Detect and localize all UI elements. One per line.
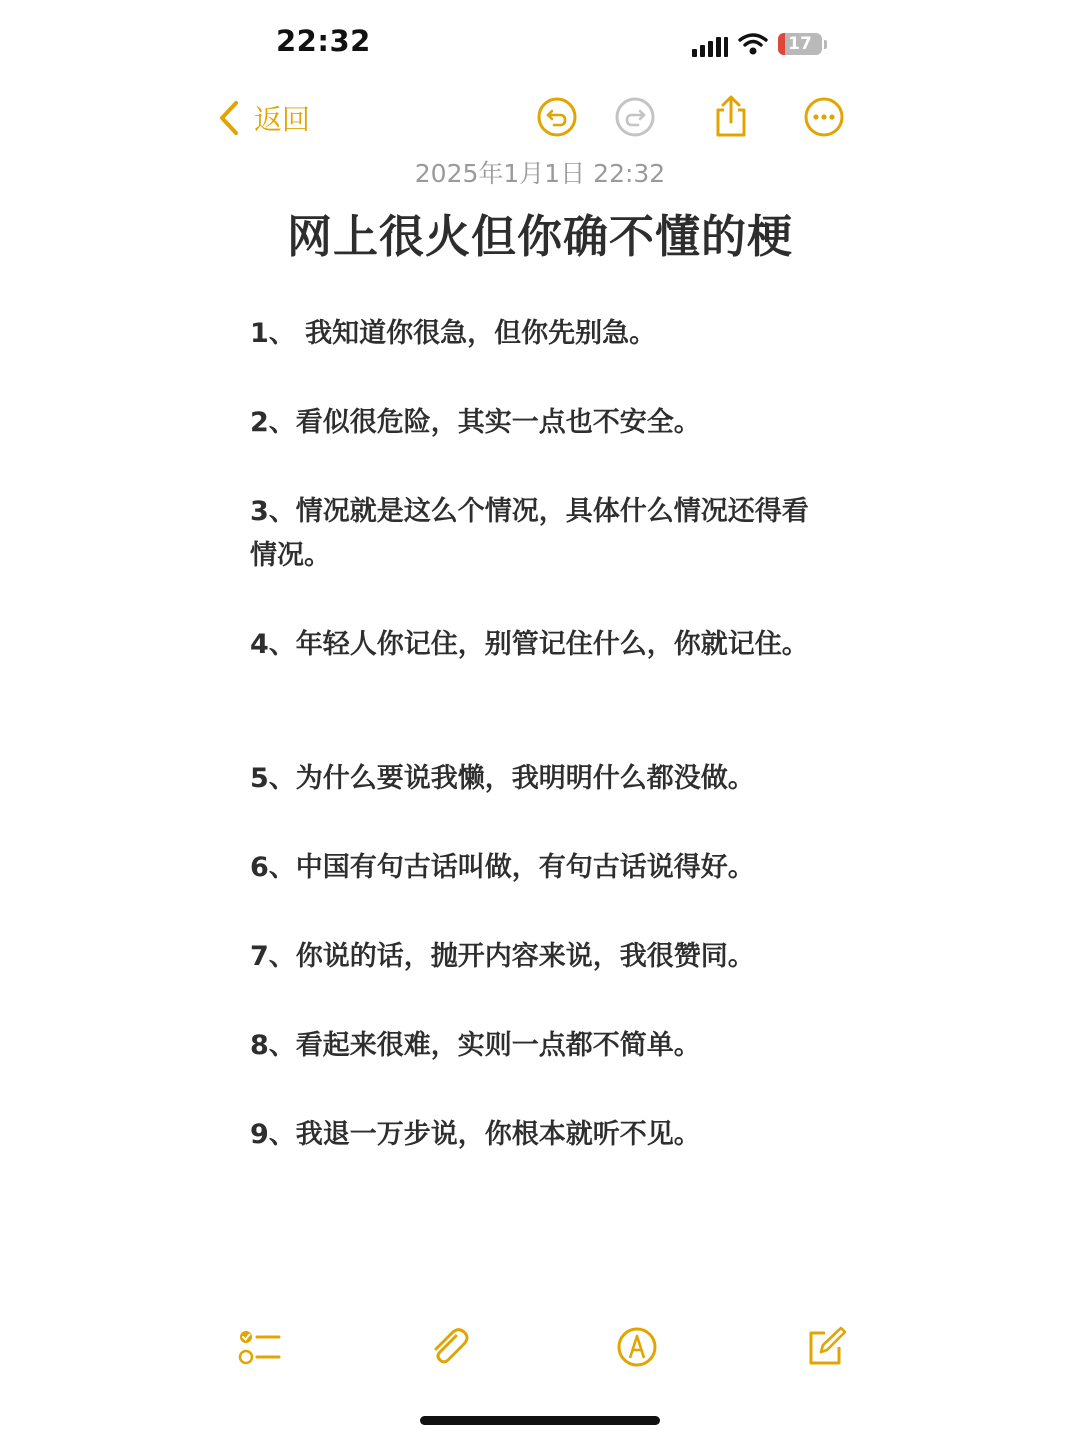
redo-button[interactable] [614, 96, 656, 138]
undo-icon [536, 96, 578, 138]
list-item: 2、看似很危险，其实一点也不安全。 [250, 407, 701, 438]
more-icon [803, 96, 845, 138]
chevron-left-icon [218, 100, 240, 136]
markup-button[interactable] [612, 1322, 662, 1372]
checklist-button[interactable] [234, 1322, 284, 1372]
signal-icon [692, 31, 728, 57]
markup-icon [615, 1325, 659, 1369]
compose-button[interactable] [800, 1322, 850, 1372]
status-time: 22:32 [276, 24, 371, 58]
back-label: 返回 [254, 103, 311, 136]
checklist-icon [235, 1327, 283, 1367]
list-item: 6、中国有句古话叫做，有句古话说得好。 [250, 852, 755, 883]
share-button[interactable] [710, 96, 752, 138]
list-item: 1、 我知道你很急，但你先别急。 [250, 318, 657, 349]
list-item: 7、你说的话，抛开内容来说，我很赞同。 [250, 941, 755, 972]
list-item: 3、情况就是这么个情况，具体什么情况还得看情况。 [250, 496, 809, 571]
back-button[interactable] [218, 96, 310, 140]
battery-cap [824, 40, 827, 49]
list-item: 8、看起来很难，实则一点都不简单。 [250, 1030, 701, 1061]
undo-button[interactable] [536, 96, 578, 138]
wifi-icon [738, 32, 768, 56]
more-button[interactable] [803, 96, 845, 138]
status-indicators [692, 28, 827, 60]
list-item: 4、年轻人你记住，别管记住什么，你就记住。 [250, 629, 809, 660]
attachment-button[interactable] [424, 1322, 474, 1372]
note-date: 2025年1月1日 22:32 [414, 159, 666, 188]
redo-icon [614, 96, 656, 138]
battery-icon [778, 33, 822, 55]
share-icon [711, 95, 751, 139]
list-item: 5、为什么要说我懒，我明明什么都没做。 [250, 763, 755, 794]
note-title[interactable]: 网上很火但你确不懂的梗 [286, 210, 793, 263]
paperclip-icon [426, 1324, 472, 1370]
compose-icon [803, 1325, 847, 1369]
list-item: 9、我退一万步说，你根本就听不见。 [250, 1119, 701, 1150]
battery-level: 17 [788, 34, 812, 54]
home-indicator[interactable] [420, 1416, 660, 1425]
